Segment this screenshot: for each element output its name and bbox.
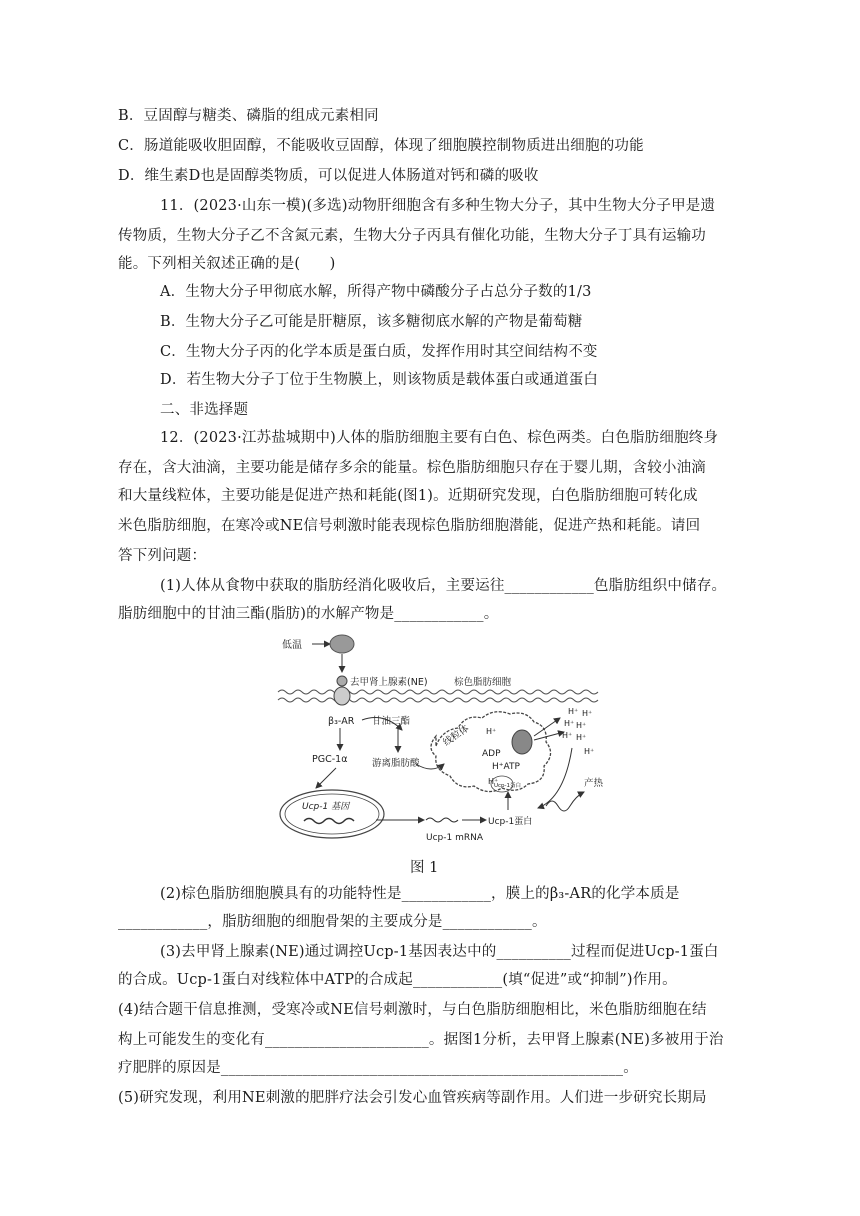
cell-membrane: [278, 690, 598, 702]
section-title: 二、非选择题: [160, 402, 249, 418]
ne-molecule-icon: [337, 676, 347, 686]
label-atp: H⁺ATP: [492, 762, 520, 772]
q12-part3-line1: (3)去甲肾上腺素(NE)通过调控Ucp-1基因表达中的__________过程而促进Ucp-1蛋白: [160, 944, 719, 960]
q10-option-b: B．豆固醇与糖类、磷脂的组成元素相同: [118, 108, 379, 124]
q12-part1-line1: (1)人体从食物中获取的脂肪经消化吸收后，主要运往____________色脂肪组织中储存。: [160, 578, 727, 594]
label-ucp-protein: Ucp-1蛋白: [488, 817, 533, 827]
label-b3ar: β₃-AR: [328, 716, 355, 727]
q12-part4-line3: 疗肥胖的原因是______________________________________________________。: [118, 1060, 638, 1076]
q11-option-b: B．生物大分子乙可能是肝糖原，该多糖彻底水解的产物是葡萄糖: [160, 314, 583, 330]
q11-option-c: C．生物大分子丙的化学本质是蛋白质，发挥作用时其空间结构不变: [160, 344, 598, 360]
q11-option-a: A．生物大分子甲彻底水解，所得产物中磷酸分子占总分子数的1/3: [160, 284, 592, 300]
svg-text:H⁺: H⁺: [576, 733, 587, 742]
label-low-temp: 低温: [282, 640, 302, 651]
q12-stem-line1: 12．(2023·江苏盐城期中)人体的脂肪细胞主要有白色、棕色两类。白色脂肪细胞终身: [160, 430, 719, 446]
figure-1-diagram: [276, 628, 616, 853]
q12-part2-line1: (2)棕色脂肪细胞膜具有的功能特性是____________，膜上的β₃-AR的化学本质是: [160, 886, 680, 902]
q11-stem-line3: 能。下列相关叙述正确的是( ): [118, 256, 336, 272]
dna-icon: [304, 819, 354, 824]
q12-part3-line2: 的合成。Ucp-1蛋白对线粒体中ATP的合成起____________(填“促进”或“抑制”)作用。: [118, 972, 677, 988]
svg-text:H⁺: H⁺: [576, 721, 587, 730]
q12-stem-line3: 和大量线粒体，主要功能是促进产热和耗能(图1)。近期研究发现，白色脂肪细胞可转化成: [118, 488, 698, 504]
label-triglyceride: 甘油三酯: [372, 716, 411, 727]
label-ucp-small: Ucp-1蛋白: [494, 783, 522, 789]
figure-caption: 图 1: [410, 860, 439, 876]
q12-part4-line1: (4)结合题干信息推测，受寒冷或NE信号刺激时，与白色脂肪细胞相比，米色脂肪细胞在结: [118, 1002, 707, 1018]
q12-part1-line2: 脂肪细胞中的甘油三酯(脂肪)的水解产物是____________。: [118, 606, 499, 622]
label-pgc: PGC-1α: [312, 754, 348, 765]
label-mito: 线粒体: [441, 723, 472, 749]
receptor-icon: [334, 687, 350, 705]
svg-text:H⁺: H⁺: [568, 707, 579, 716]
label-ne: 去甲肾上腺素(NE): [350, 677, 428, 688]
q12-part2-line2: ____________，脂肪细胞的细胞骨架的主要成分是____________。: [118, 914, 547, 930]
q12-part4-line2: 构上可能发生的变化有______________________。据图1分析，去甲肾上腺素(NE)多被用于治: [118, 1032, 724, 1048]
label-brown-cell: 棕色脂肪细胞: [454, 677, 512, 688]
q10-option-d: D．维生素D也是固醇类物质，可以促进人体肠道对钙和磷的吸收: [118, 168, 539, 184]
mrna-icon: [426, 818, 458, 822]
svg-text:H⁺: H⁺: [564, 719, 575, 728]
q11-option-d: D．若生物大分子丁位于生物膜上，则该物质是载体蛋白或通道蛋白: [160, 372, 599, 388]
label-heat: 产热: [584, 778, 604, 789]
nucleus-icon: [280, 790, 384, 838]
label-ucp-gene: Ucp-1 基因: [302, 802, 350, 812]
svg-text:H⁺: H⁺: [562, 731, 573, 740]
atp-synthase-icon: [512, 730, 532, 754]
q11-stem-line2: 传物质，生物大分子乙不含氮元素，生物大分子丙具有催化功能，生物大分子丁具有运输功: [118, 228, 706, 244]
label-hplus-1: H⁺: [486, 727, 497, 736]
q12-stem-line2: 存在，含大油滴，主要功能是储存多余的能量。棕色脂肪细胞只存在于婴儿期，含较小油滴: [118, 460, 706, 476]
q12-part5-line1: (5)研究发现，利用NE刺激的肥胖疗法会引发心血管疾病等副作用。人们进一步研究长期局: [118, 1090, 707, 1106]
hplus-cluster: [562, 707, 594, 756]
q11-stem-line1: 11．(2023·山东一模)(多选)动物肝细胞含有多种生物大分子，其中生物大分子甲是遗: [160, 198, 716, 214]
q12-stem-line5: 答下列问题：: [118, 548, 207, 564]
svg-text:H⁺: H⁺: [584, 747, 595, 756]
q12-stem-line4: 米色脂肪细胞，在寒冷或NE信号刺激时能表现棕色脂肪细胞潜能，促进产热和耗能。请回: [118, 518, 701, 534]
label-adp: ADP: [482, 749, 501, 759]
svg-text:H⁺: H⁺: [582, 709, 593, 718]
label-ffa: 游离脂肪酸: [372, 758, 420, 769]
label-hplus-2: H⁺: [488, 777, 499, 786]
heat-wave-icon: [546, 792, 584, 811]
label-mrna: Ucp-1 mRNA: [426, 833, 483, 843]
brain-icon: [330, 635, 354, 653]
q10-option-c: C．肠道能吸收胆固醇，不能吸收豆固醇，体现了细胞膜控制物质进出细胞的功能: [118, 138, 644, 154]
